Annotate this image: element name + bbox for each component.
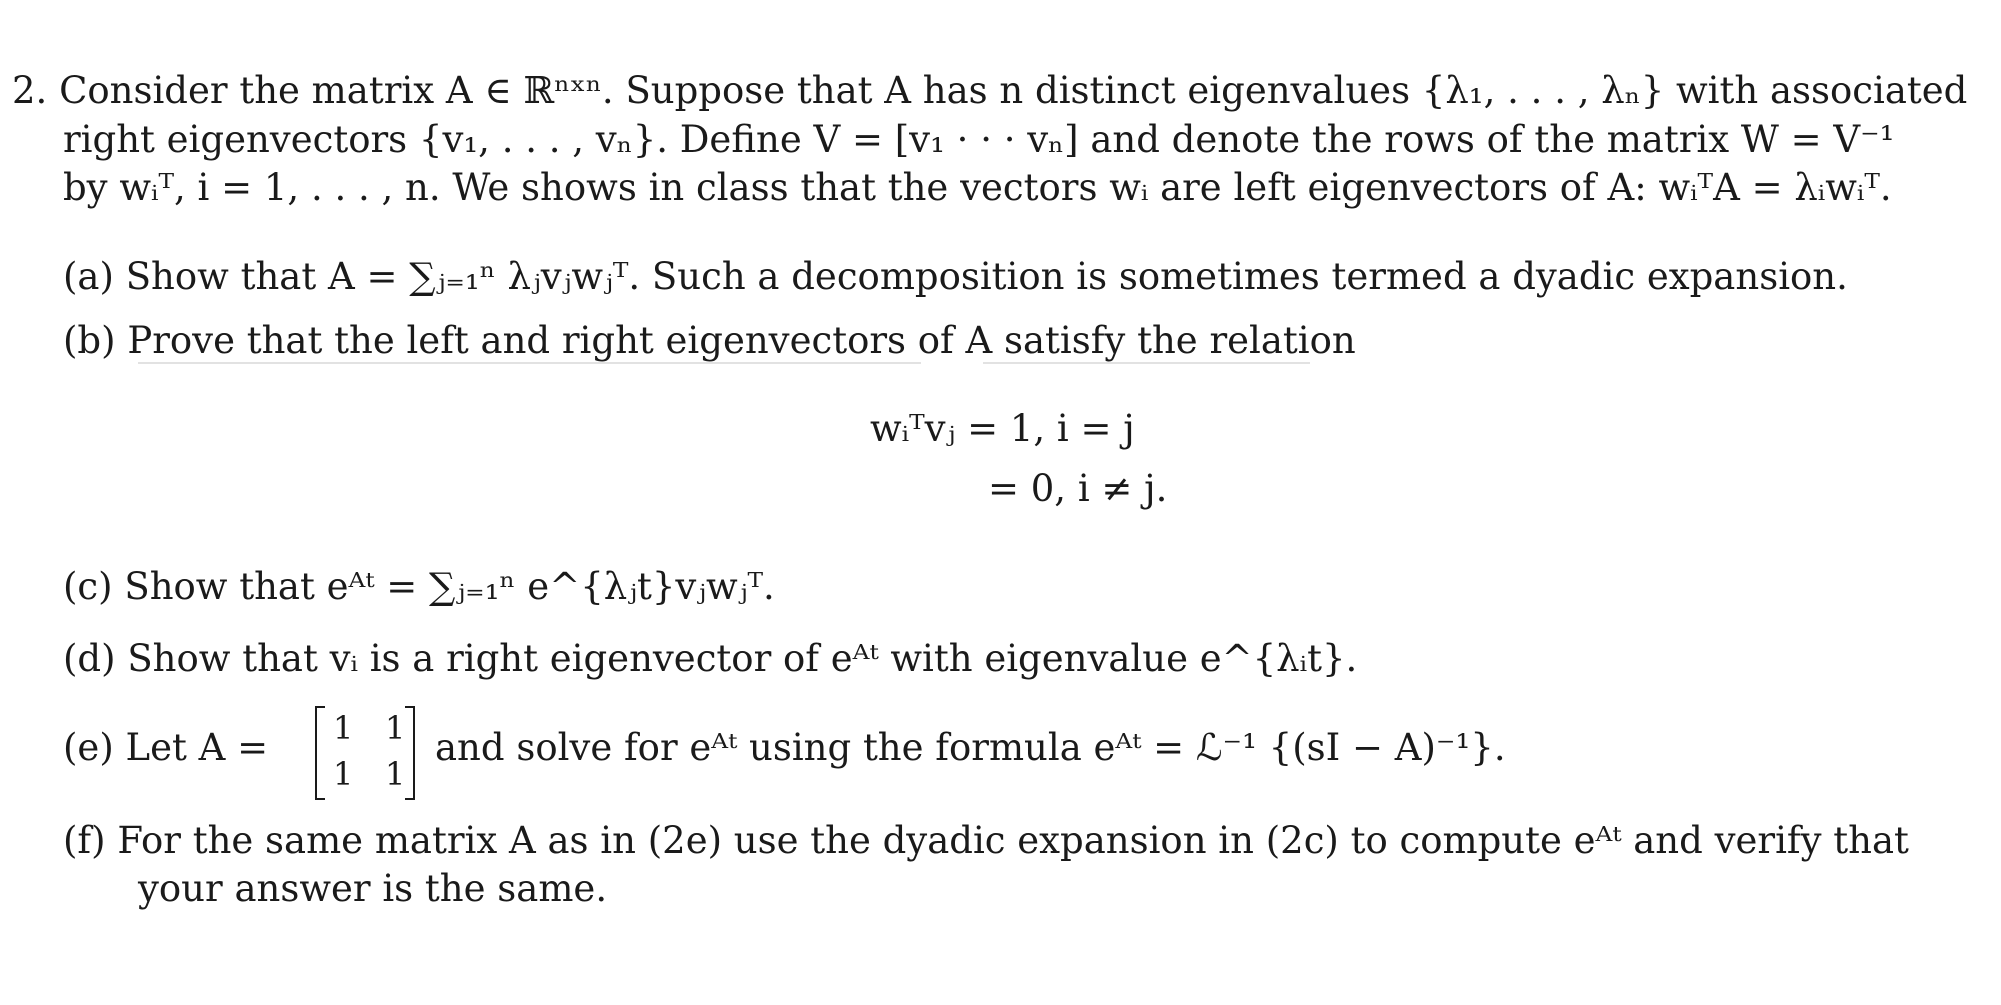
part-b: (b) Prove that the left and right eigenvectors of A satisfy the relation [63,319,1356,362]
relation-equal-case: wᵢᵀvⱼ = 1, i = j [870,407,1135,450]
matrix-entry: 1 [385,755,406,793]
problem-intro-line-1: 2. Consider the matrix A ∈ ℝⁿˣⁿ. Suppose that A has n distinct eigenvalues {λ₁, . . . , λₙ} with associated [12,69,1968,112]
part-f-line-2: your answer is the same. [138,867,608,910]
matrix-entry: 1 [333,755,354,793]
part-d: (d) Show that vᵢ is a right eigenvector of eᴬᵗ with eigenvalue e^{λᵢt}. [63,637,1358,680]
part-e-prefix: (e) Let A = [63,726,269,769]
matrix-right-bracket [405,706,415,800]
part-a: (a) Show that A = ∑ⱼ₌₁ⁿ λⱼvⱼwⱼᵀ. Such a decomposition is sometimes termed a dyadic expansion. [63,255,1848,298]
matrix-left-bracket [315,706,325,800]
part-e-suffix: and solve for eᴬᵗ using the formula eᴬᵗ = ℒ⁻¹ {(sI − A)⁻¹}. [435,726,1506,769]
problem-intro-line-2: right eigenvectors {v₁, . . . , vₙ}. Define V = [v₁ · · · vₙ] and denote the rows of the matrix W = V⁻¹ [63,118,1895,161]
matrix-a [315,706,415,798]
problem-intro-line-3: by wᵢᵀ, i = 1, . . . , n. We shows in class that the vectors wᵢ are left eigenvectors of A: wᵢᵀA = λᵢwᵢᵀ. [63,166,1892,209]
matrix-entry: 1 [333,709,354,747]
matrix-entry: 1 [385,709,406,747]
part-f-line-1: (f) For the same matrix A as in (2e) use the dyadic expansion in (2c) to compute eᴬᵗ and verify that [63,819,1909,862]
part-c: (c) Show that eᴬᵗ = ∑ⱼ₌₁ⁿ e^{λⱼt}vⱼwⱼᵀ. [63,565,775,608]
text-underline [138,362,921,364]
relation-unequal-case: = 0, i ≠ j. [988,467,1168,510]
text-underline [983,362,1310,364]
